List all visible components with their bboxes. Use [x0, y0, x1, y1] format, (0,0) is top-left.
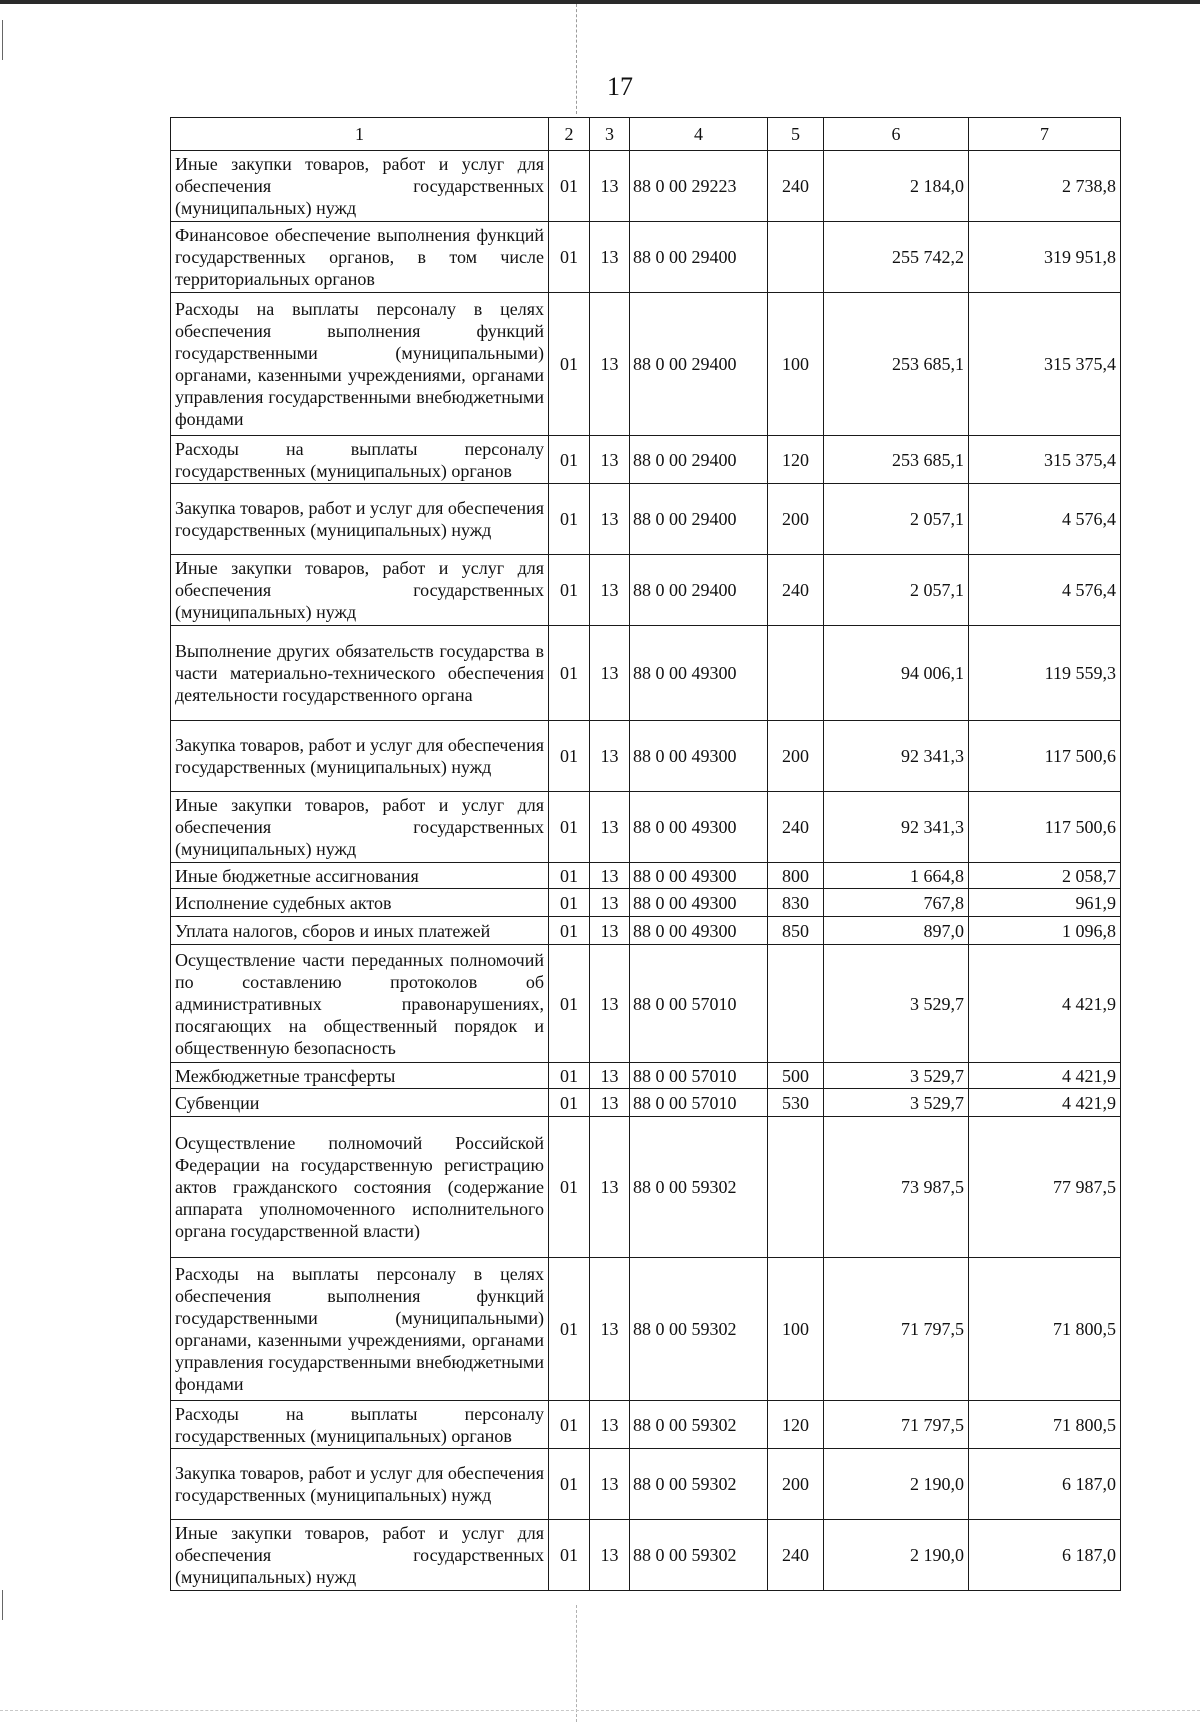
expense-type-cell: 120	[768, 436, 824, 484]
amount-col7-cell: 119 559,3	[969, 626, 1121, 721]
target-article-cell: 88 0 00 29400	[630, 222, 768, 293]
target-article-cell: 88 0 00 49300	[630, 889, 768, 917]
expense-type-cell: 120	[768, 1401, 824, 1449]
target-article-cell: 88 0 00 29400	[630, 555, 768, 626]
target-article-cell: 88 0 00 59302	[630, 1117, 768, 1258]
target-article-cell: 88 0 00 59302	[630, 1520, 768, 1591]
amount-col6-cell: 2 190,0	[824, 1449, 969, 1520]
table-row	[171, 626, 1121, 721]
expense-name-cell: Субвенции	[171, 1089, 549, 1117]
amount-col6-cell: 897,0	[824, 917, 969, 945]
section-code-cell: 01	[549, 1449, 590, 1520]
target-article-cell: 88 0 00 49300	[630, 792, 768, 863]
table-row	[171, 1089, 1121, 1117]
target-article-cell: 88 0 00 57010	[630, 1063, 768, 1089]
subsection-code-cell: 13	[590, 151, 630, 222]
amount-col7-cell: 961,9	[969, 889, 1121, 917]
table-row	[171, 1117, 1121, 1258]
section-code-cell: 01	[549, 721, 590, 792]
amount-col7-cell: 4 576,4	[969, 484, 1121, 555]
amount-col6-cell: 3 529,7	[824, 1063, 969, 1089]
subsection-code-cell: 13	[590, 436, 630, 484]
table-row	[171, 1063, 1121, 1089]
table-row	[171, 222, 1121, 293]
expense-name-cell: Расходы на выплаты персоналу государственных (муниципальных) органов	[171, 1401, 549, 1449]
subsection-code-cell: 13	[590, 945, 630, 1063]
section-code-cell: 01	[549, 293, 590, 436]
amount-col6-cell: 94 006,1	[824, 626, 969, 721]
section-code-cell: 01	[549, 1089, 590, 1117]
target-article-cell: 88 0 00 29400	[630, 436, 768, 484]
expense-type-cell: 100	[768, 293, 824, 436]
amount-col6-cell: 92 341,3	[824, 721, 969, 792]
subsection-code-cell: 13	[590, 721, 630, 792]
target-article-cell: 88 0 00 29400	[630, 484, 768, 555]
subsection-code-cell: 13	[590, 1401, 630, 1449]
section-code-cell: 01	[549, 945, 590, 1063]
section-code-cell: 01	[549, 626, 590, 721]
expense-type-cell: 500	[768, 1063, 824, 1089]
expense-name-cell: Финансовое обеспечение выполнения функций государственных органов, в том числе территориальных органов	[171, 222, 549, 293]
amount-col6-cell: 253 685,1	[824, 293, 969, 436]
page-number: 17	[607, 72, 633, 101]
column-header: 6	[824, 118, 969, 151]
subsection-code-cell: 13	[590, 626, 630, 721]
expense-type-cell: 240	[768, 555, 824, 626]
table-header-row	[171, 118, 1121, 151]
amount-col6-cell: 1 664,8	[824, 863, 969, 889]
amount-col7-cell: 4 421,9	[969, 1089, 1121, 1117]
amount-col6-cell: 2 190,0	[824, 1520, 969, 1591]
section-code-cell: 01	[549, 436, 590, 484]
table-row	[171, 1258, 1121, 1401]
target-article-cell: 88 0 00 57010	[630, 945, 768, 1063]
expense-type-cell: 240	[768, 792, 824, 863]
amount-col7-cell: 6 187,0	[969, 1449, 1121, 1520]
column-header: 2	[549, 118, 590, 151]
expense-type-cell	[768, 626, 824, 721]
table-row	[171, 889, 1121, 917]
target-article-cell: 88 0 00 49300	[630, 917, 768, 945]
column-header: 3	[590, 118, 630, 151]
section-code-cell: 01	[549, 1520, 590, 1591]
expense-type-cell: 800	[768, 863, 824, 889]
table-row	[171, 293, 1121, 436]
amount-col6-cell: 767,8	[824, 889, 969, 917]
subsection-code-cell: 13	[590, 1117, 630, 1258]
expense-name-cell: Иные закупки товаров, работ и услуг для обеспечения государственных (муниципальных) нужд	[171, 792, 549, 863]
expense-type-cell: 530	[768, 1089, 824, 1117]
subsection-code-cell: 13	[590, 863, 630, 889]
amount-col7-cell: 319 951,8	[969, 222, 1121, 293]
amount-col6-cell: 92 341,3	[824, 792, 969, 863]
subsection-code-cell: 13	[590, 484, 630, 555]
scan-artifact-line-bottom	[576, 1605, 578, 1722]
amount-col6-cell: 71 797,5	[824, 1401, 969, 1449]
subsection-code-cell: 13	[590, 792, 630, 863]
subsection-code-cell: 13	[590, 1520, 630, 1591]
subsection-code-cell: 13	[590, 1089, 630, 1117]
expense-type-cell: 830	[768, 889, 824, 917]
amount-col7-cell: 117 500,6	[969, 721, 1121, 792]
section-code-cell: 01	[549, 1063, 590, 1089]
amount-col7-cell: 315 375,4	[969, 436, 1121, 484]
target-article-cell: 88 0 00 59302	[630, 1401, 768, 1449]
section-code-cell: 01	[549, 792, 590, 863]
subsection-code-cell: 13	[590, 1063, 630, 1089]
scan-top-border	[0, 0, 1200, 4]
column-header: 5	[768, 118, 824, 151]
section-code-cell: 01	[549, 1401, 590, 1449]
expense-name-cell: Исполнение судебных актов	[171, 889, 549, 917]
amount-col6-cell: 2 057,1	[824, 555, 969, 626]
expense-type-cell: 200	[768, 484, 824, 555]
scan-bottom-dash	[0, 1710, 1200, 1712]
amount-col6-cell: 2 184,0	[824, 151, 969, 222]
budget-table	[170, 117, 1121, 1591]
section-code-cell: 01	[549, 222, 590, 293]
table-row	[171, 555, 1121, 626]
table-row	[171, 945, 1121, 1063]
amount-col7-cell: 117 500,6	[969, 792, 1121, 863]
table-row	[171, 863, 1121, 889]
target-article-cell: 88 0 00 59302	[630, 1258, 768, 1401]
subsection-code-cell: 13	[590, 1449, 630, 1520]
amount-col7-cell: 6 187,0	[969, 1520, 1121, 1591]
expense-type-cell: 240	[768, 1520, 824, 1591]
subsection-code-cell: 13	[590, 555, 630, 626]
section-code-cell: 01	[549, 1258, 590, 1401]
amount-col6-cell: 71 797,5	[824, 1258, 969, 1401]
expense-name-cell: Осуществление части переданных полномочий по составлению протоколов об административных правонарушениях, посягающих на общественный порядок и общественную безопасность	[171, 945, 549, 1063]
amount-col7-cell: 77 987,5	[969, 1117, 1121, 1258]
amount-col7-cell: 71 800,5	[969, 1401, 1121, 1449]
amount-col6-cell: 3 529,7	[824, 1089, 969, 1117]
scan-left-mark	[2, 20, 3, 60]
expense-name-cell: Расходы на выплаты персоналу государственных (муниципальных) органов	[171, 436, 549, 484]
target-article-cell: 88 0 00 49300	[630, 721, 768, 792]
table-row	[171, 1520, 1121, 1591]
subsection-code-cell: 13	[590, 222, 630, 293]
expense-name-cell: Закупка товаров, работ и услуг для обеспечения государственных (муниципальных) нужд	[171, 1449, 549, 1520]
section-code-cell: 01	[549, 889, 590, 917]
expense-name-cell: Закупка товаров, работ и услуг для обеспечения государственных (муниципальных) нужд	[171, 721, 549, 792]
expense-name-cell: Осуществление полномочий Российской Федерации на государственную регистрацию актов гражданского состояния (содержание аппарата уполномоченного исполнительного органа государственной власти)	[171, 1117, 549, 1258]
expense-name-cell: Иные закупки товаров, работ и услуг для обеспечения государственных (муниципальных) нужд	[171, 1520, 549, 1591]
target-article-cell: 88 0 00 29223	[630, 151, 768, 222]
section-code-cell: 01	[549, 863, 590, 889]
expense-type-cell	[768, 945, 824, 1063]
subsection-code-cell: 13	[590, 1258, 630, 1401]
expense-name-cell: Выполнение других обязательств государства в части материально-технического обеспечения деятельности государственного органа	[171, 626, 549, 721]
target-article-cell: 88 0 00 29400	[630, 293, 768, 436]
section-code-cell: 01	[549, 917, 590, 945]
expense-name-cell: Иные закупки товаров, работ и услуг для обеспечения государственных (муниципальных) нужд	[171, 555, 549, 626]
amount-col6-cell: 253 685,1	[824, 436, 969, 484]
expense-type-cell: 850	[768, 917, 824, 945]
table-row	[171, 436, 1121, 484]
table-row	[171, 792, 1121, 863]
amount-col7-cell: 4 421,9	[969, 1063, 1121, 1089]
column-header: 1	[171, 118, 549, 151]
amount-col7-cell: 71 800,5	[969, 1258, 1121, 1401]
amount-col6-cell: 255 742,2	[824, 222, 969, 293]
table-row	[171, 917, 1121, 945]
expense-type-cell: 240	[768, 151, 824, 222]
table-row	[171, 151, 1121, 222]
expense-type-cell: 100	[768, 1258, 824, 1401]
subsection-code-cell: 13	[590, 889, 630, 917]
amount-col7-cell: 2 738,8	[969, 151, 1121, 222]
expense-type-cell: 200	[768, 1449, 824, 1520]
expense-name-cell: Расходы на выплаты персоналу в целях обеспечения выполнения функций государственными (муниципальными) органами, казенными учреждениями, органами управления государственными внебюджетными фондами	[171, 1258, 549, 1401]
target-article-cell: 88 0 00 49300	[630, 863, 768, 889]
section-code-cell: 01	[549, 555, 590, 626]
amount-col7-cell: 4 421,9	[969, 945, 1121, 1063]
section-code-cell: 01	[549, 484, 590, 555]
target-article-cell: 88 0 00 59302	[630, 1449, 768, 1520]
amount-col6-cell: 73 987,5	[824, 1117, 969, 1258]
column-header: 7	[969, 118, 1121, 151]
expense-type-cell	[768, 1117, 824, 1258]
amount-col6-cell: 3 529,7	[824, 945, 969, 1063]
amount-col6-cell: 2 057,1	[824, 484, 969, 555]
table-row	[171, 1401, 1121, 1449]
expense-name-cell: Закупка товаров, работ и услуг для обеспечения государственных (муниципальных) нужд	[171, 484, 549, 555]
expense-type-cell: 200	[768, 721, 824, 792]
subsection-code-cell: 13	[590, 293, 630, 436]
table-row	[171, 1449, 1121, 1520]
table-row	[171, 484, 1121, 555]
section-code-cell: 01	[549, 1117, 590, 1258]
expense-name-cell: Межбюджетные трансферты	[171, 1063, 549, 1089]
expense-name-cell: Иные бюджетные ассигнования	[171, 863, 549, 889]
amount-col7-cell: 4 576,4	[969, 555, 1121, 626]
expense-name-cell: Расходы на выплаты персоналу в целях обеспечения выполнения функций государственными (муниципальными) органами, казенными учреждениями, органами управления государственными внебюджетными фондами	[171, 293, 549, 436]
expense-name-cell: Уплата налогов, сборов и иных платежей	[171, 917, 549, 945]
column-header: 4	[630, 118, 768, 151]
table-row	[171, 721, 1121, 792]
target-article-cell: 88 0 00 57010	[630, 1089, 768, 1117]
section-code-cell: 01	[549, 151, 590, 222]
amount-col7-cell: 2 058,7	[969, 863, 1121, 889]
subsection-code-cell: 13	[590, 917, 630, 945]
amount-col7-cell: 315 375,4	[969, 293, 1121, 436]
amount-col7-cell: 1 096,8	[969, 917, 1121, 945]
scan-left-mark	[2, 1590, 3, 1620]
expense-name-cell: Иные закупки товаров, работ и услуг для обеспечения государственных (муниципальных) нужд	[171, 151, 549, 222]
expense-type-cell	[768, 222, 824, 293]
target-article-cell: 88 0 00 49300	[630, 626, 768, 721]
